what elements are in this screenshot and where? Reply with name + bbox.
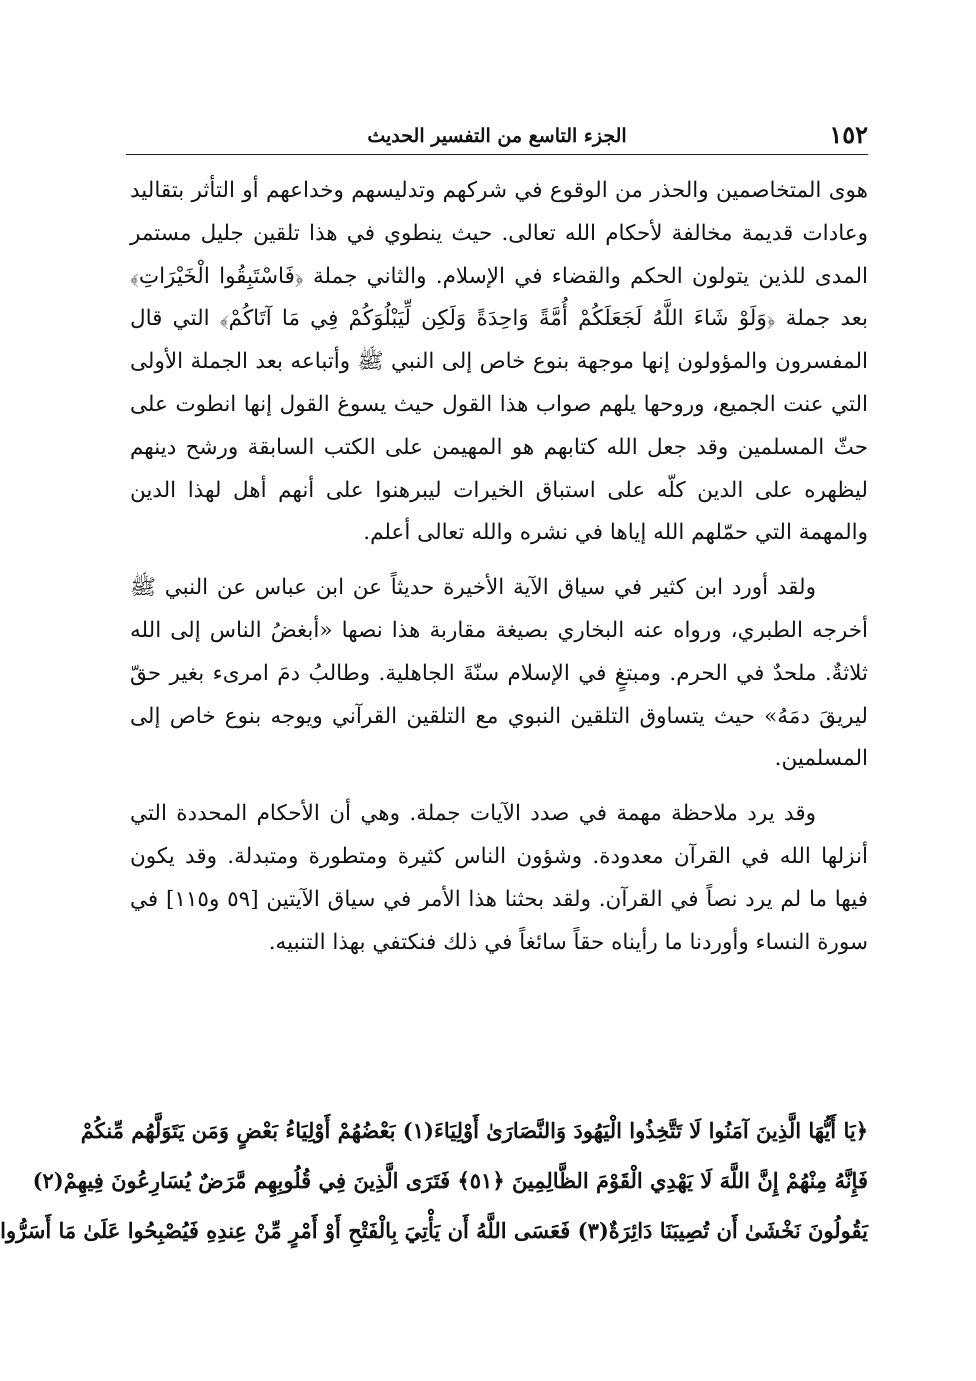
page-header	[126, 120, 868, 155]
paragraph-commentary: هوى المتخاصمين والحذر من الوقوع في شركهم وتدليسهم وخداعهم أو التأثر بتقاليد وعادات قديمة مخالفة لأحكام الله تعالى. حيث ينطوي في هذا تلقين جليل مستمر المدى للذين يتولون الحكم والقضاء في الإسلام. والثاني جملة ﴿فَاسْتَبِقُوا الْخَيْرَاتِ﴾ بعد جملة ﴿وَلَوْ شَاءَ اللَّهُ لَجَعَلَكُمْ أُمَّةً وَاحِدَةً وَلَكِن لِّيَبْلُوَكُمْ فِي مَا آتَاكُمْ﴾ التي قال المفسرون والمؤولون إنها موجهة بنوع خاص إلى النبي ﷺ وأتباعه بعد الجملة الأولى التي عنت الجميع، وروحها يلهم صواب هذا القول حيث يسوغ القول إنها انطوت على حثّ المسلمين وقد جعل الله كتابهم هو المهيمن على الكتب السابقة ورشح دينهم ليظهره على الدين كلّه على استباق الخيرات ليبرهنوا على أنهم أهل لهذا الدين والمهمة التي حمّلهم الله إياها في نشره والله تعالى أعلم.	[130, 178, 868, 546]
verse-line: ﴿يَا أَيُّهَا الَّذِينَ آمَنُوا لَا تَتَّخِذُوا الْيَهُودَ وَالنَّصَارَىٰ أَوْلِيَاءَ(١) بَعْضُهُمْ أَوْلِيَاءُ بَعْضٍ وَمَن يَتَوَلَّهُم مِّنكُمْ	[80, 1118, 868, 1143]
verse-line: فَإِنَّهُ مِنْهُمْ إِنَّ اللَّهَ لَا يَهْدِي الْقَوْمَ الظَّالِمِينَ ﴿٥١﴾ فَتَرَى الَّذِينَ فِي قُلُوبِهِم مَّرَضٌ يُسَارِعُونَ فِيهِمْ(٢)	[32, 1168, 868, 1193]
paragraph-note: وقد يرد ملاحظة مهمة في صدد الآيات جملة. وهي أن الأحكام المحددة التي أنزلها الله في القرآن معدودة. وشؤون الناس كثيرة ومتطورة ومتبدلة. وقد يكون فيها ما لم يرد نصاً في القرآن. ولقد بحثنا هذا الأمر في سياق الآيتين [٥٩ و١١٥] في سورة النساء وأوردنا ما رأيناه حقاً سائغاً في ذلك فنكتفي بهذا التنبيه.	[130, 801, 868, 955]
verse-line: يَقُولُونَ نَخْشَىٰ أَن تُصِيبَنَا دَائِرَةٌ(٣) فَعَسَى اللَّهُ أَن يَأْتِيَ بِالْفَتْحِ أَوْ أَمْرٍ مِّنْ عِندِهِ فَيُصْبِحُوا عَلَىٰ مَا أَسَرُّوا	[0, 1218, 868, 1243]
running-title: الجزء التاسع من التفسير الحديث	[367, 125, 627, 147]
page-number: ١٥٢	[829, 120, 868, 149]
body-text	[130, 170, 868, 964]
paragraph-hadith: ولقد أورد ابن كثير في سياق الآية الأخيرة حديثاً عن ابن عباس عن النبي ﷺ أخرجه الطبري، ورواه عنه البخاري بصيغة مقاربة هذا نصها «أبغضُ الناس إلى الله ثلاثةٌ. ملحدٌ في الحرم. ومبتغٍ في الإسلام سنّةَ الجاهلية. وطالبُ دمَ امرىء بغير حقّ ليريقَ دمَهُ» حيث يتساوق التلقين النبوي مع التلقين القرآني ويوجه بنوع خاص إلى المسلمين.	[130, 575, 868, 772]
quran-verses	[0, 1106, 868, 1256]
